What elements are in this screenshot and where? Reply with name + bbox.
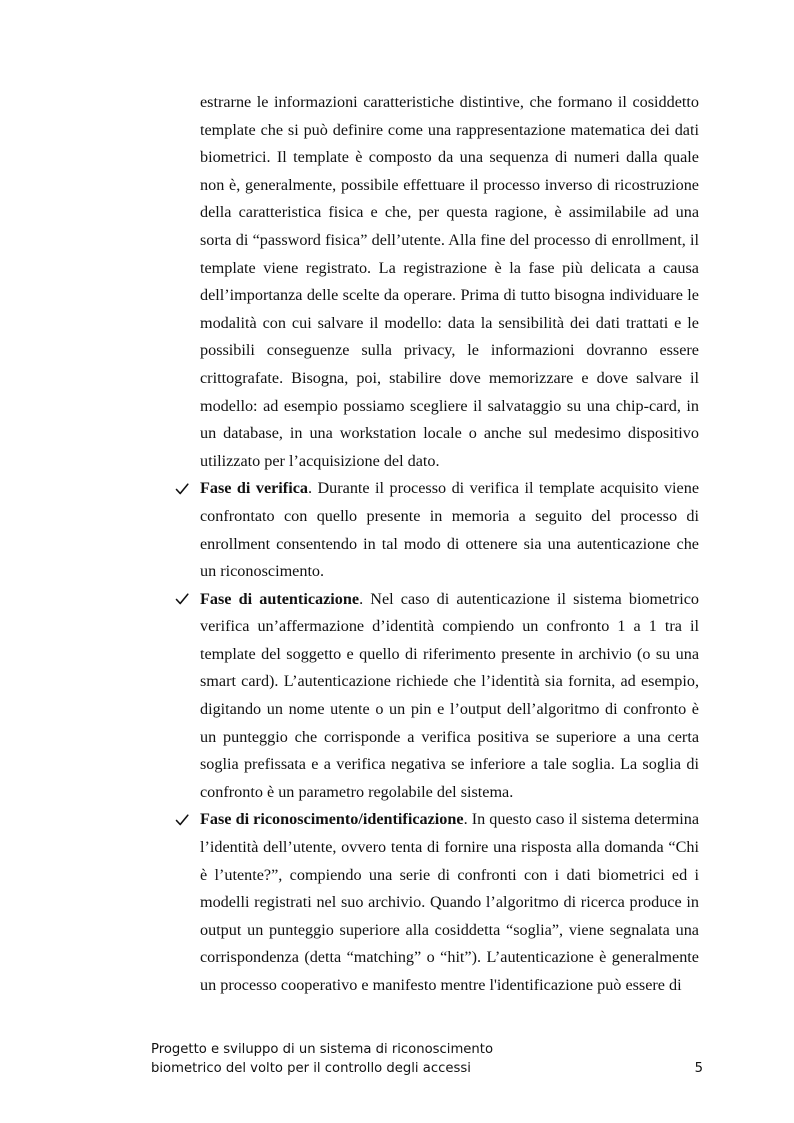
footer-line-2: biometrico del volto per il controllo degli accessi [151, 1061, 471, 1076]
intro-paragraph: estrarne le informazioni caratteristiche distintive, che formano il cosiddetto template che si può definire come una rappresentazione matematica dei dati biometrici. Il template è composto da una sequenza di numeri dalla quale non è, generalmente, possibile effettuare il processo inverso di ricostruzione della caratteristica fisica e che, per questa ragione, è assimilabile ad una sorta di “password fisica” dell’utente. Alla fine del processo di enrollment, il template viene registrato. La registrazione è la fase più delicata a causa dell’importanza delle scelte da operare. Prima di tutto bisogna individuare le modalità con cui salvare il modello: data la sensibilità dei dati trattati e le possibili conseguenze sulla privacy, le informazioni dovranno essere crittografate. Bisogna, poi, stabilire dove memorizzare e dove salvare il modello: ad esempio possiamo scegliere il salvataggio su una chip-card, in un database, in una workstation locale o anche sul medesimo dispositivo utilizzato per l’acquisizione del dato. [200, 93, 699, 470]
body-text [200, 89, 699, 1000]
checkmark-icon [173, 806, 191, 834]
bullet-title: Fase di riconoscimento/identificazione [200, 810, 464, 829]
bullet-text: . Durante il processo di verifica il template acquisito viene confrontato con quello presente in memoria a seguito del processo di enrollment consentendo in tal modo di ottenere sia una autenticazione che un riconoscimento. [200, 479, 700, 581]
bullet-fase-autenticazione [200, 586, 699, 807]
page-footer [151, 1040, 703, 1078]
bullet-fase-verifica [200, 475, 699, 585]
checkmark-icon [173, 586, 191, 614]
bullet-title: Fase di verifica [200, 479, 308, 498]
footer-line-1: Progetto e sviluppo di un sistema di riconoscimento [151, 1042, 494, 1057]
checkmark-icon [173, 475, 191, 503]
page-number: 5 [694, 1061, 703, 1076]
bullet-title: Fase di autenticazione [200, 589, 360, 608]
bullet-text: . Nel caso di autenticazione il sistema biometrico verifica un’affermazione d’identità compiendo un confronto 1 a 1 tra il template del soggetto e quello di riferimento presente in archivio (o su una smart card). L’autenticazione richiede che l’identità sia fornita, ad esempio, digitando un nome utente o un pin e l’output dell’algoritmo di confronto è un punteggio che corrisponde a verifica positiva se superiore a una certa soglia prefissata e a verifica negativa se inferiore a tale soglia. La soglia di confronto è un parametro regolabile del sistema. [200, 589, 699, 801]
bullet-fase-riconoscimento [200, 806, 699, 999]
bullet-text: . In questo caso il sistema determina l’identità dell’utente, ovvero tenta di fornire una risposta alla domanda “Chi è l’utente?”, compiendo una serie di confronti con i dati biometrici ed i modelli registrati nel suo archivio. Quando l’algoritmo di ricerca produce in output un punteggio superiore alla cosiddetta “soglia”, viene segnalata una corrispondenza (detta “matching” o “hit”). L’autenticazione è generalmente un processo cooperativo e manifesto mentre l'identificazione può essere di [200, 810, 700, 994]
